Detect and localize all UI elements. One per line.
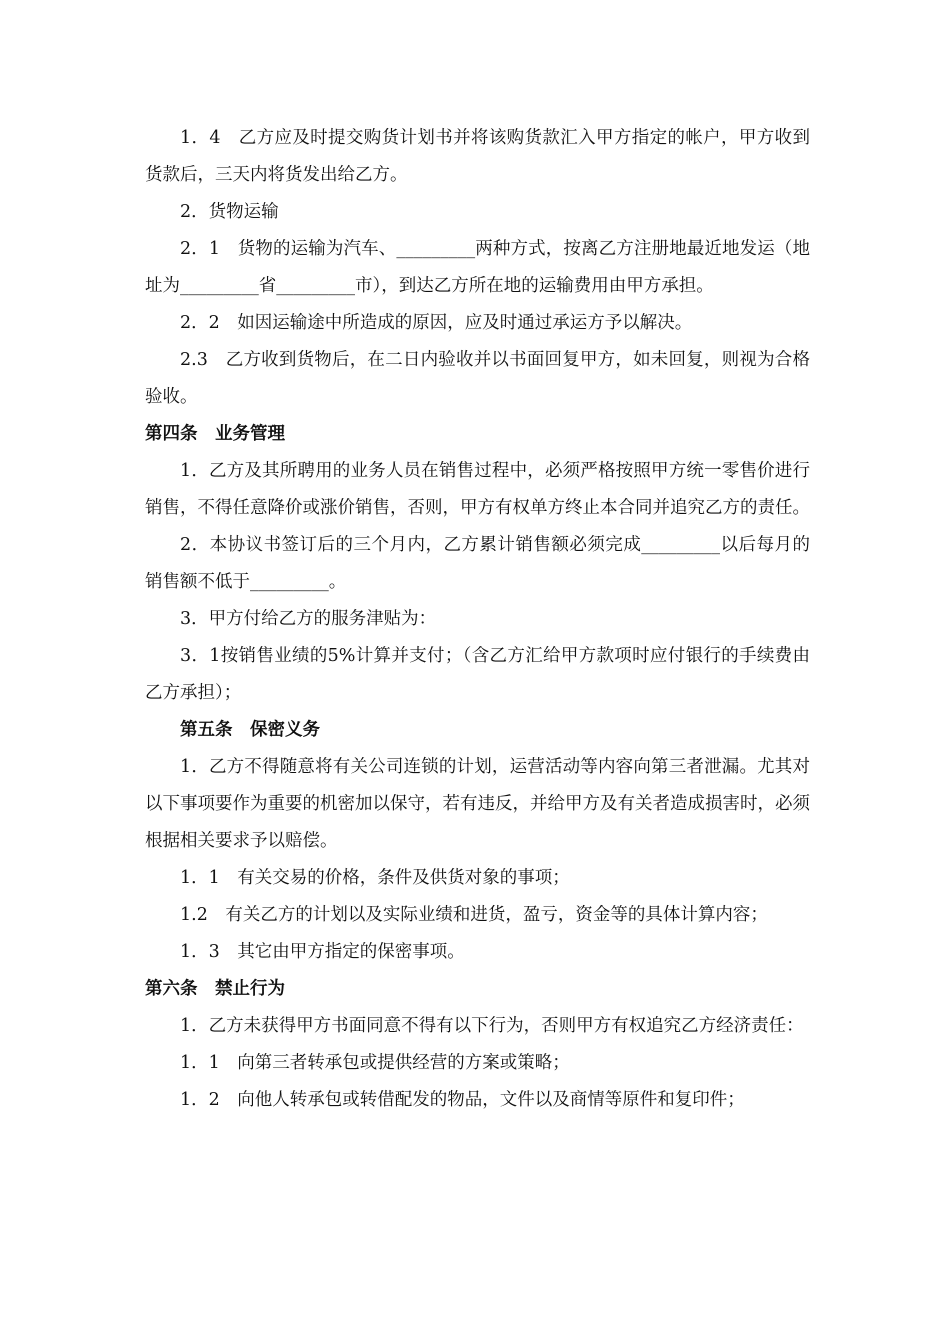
article-6-clause-1: 1．乙方未获得甲方书面同意不得有以下行为，否则甲方有权追究乙方经济责任： [180,1016,804,1036]
clause-1-4: 1．4 乙方应及时提交购货计划书并将该购货款汇入甲方指定的帐户，甲方收到货款后，三天内将货发出给乙方。 [145,128,810,185]
article-6-heading: 第六条 禁止行为 [145,979,285,999]
clause-2-3: 2.3 乙方收到货物后，在二日内验收并以书面回复甲方，如未回复，则视为合格验收。 [145,350,810,407]
article-4-heading: 第四条 业务管理 [145,424,285,444]
article-4-clause-3-1: 3．1按销售业绩的5%计算并支付；（含乙方汇给甲方款项时应付银行的手续费由乙方承担）； [145,646,810,703]
subheading-goods-transport: 2．货物运输 [180,202,279,222]
clause-2-2: 2．2 如因运输途中所造成的原因，应及时通过承运方予以解决。 [180,313,693,333]
article-5-clause-1: 1．乙方不得随意将有关公司连锁的计划，运营活动等内容向第三者泄漏。尤其对以下事项要作为重要的机密加以保守，若有违反，并给甲方及有关者造成损害时，必须根据相关要求予以赔偿。 [145,757,810,851]
document-body [145,120,810,1119]
article-4-clause-3: 3．甲方付给乙方的服务津贴为： [180,609,437,629]
article-5-clause-1-3: 1．3 其它由甲方指定的保密事项。 [180,942,465,962]
article-4-clause-1: 1．乙方及其所聘用的业务人员在销售过程中，必须严格按照甲方统一零售价进行销售，不得任意降价或涨价销售，否则，甲方有权单方终止本合同并追究乙方的责任。 [145,461,810,518]
article-4-clause-2: 2．本协议书签订后的三个月内，乙方累计销售额必须完成_________以后每月的销售额不低于_________。 [145,535,810,592]
article-5-heading: 第五条 保密义务 [180,720,320,740]
article-5-clause-1-2: 1.2 有关乙方的计划以及实际业绩和进货，盈亏，资金等的具体计算内容； [180,905,768,925]
article-6-clause-1-2: 1．2 向他人转承包或转借配发的物品，文件以及商情等原件和复印件； [180,1090,745,1110]
article-5-clause-1-1: 1．1 有关交易的价格，条件及供货对象的事项； [180,868,570,888]
article-6-clause-1-1: 1．1 向第三者转承包或提供经营的方案或策略； [180,1053,570,1073]
clause-2-1: 2．1 货物的运输为汽车、_________两种方式，按离乙方注册地最近地发运（地址为_________省_________市），到达乙方所在地的运输费用由甲方承担。 [145,239,810,296]
